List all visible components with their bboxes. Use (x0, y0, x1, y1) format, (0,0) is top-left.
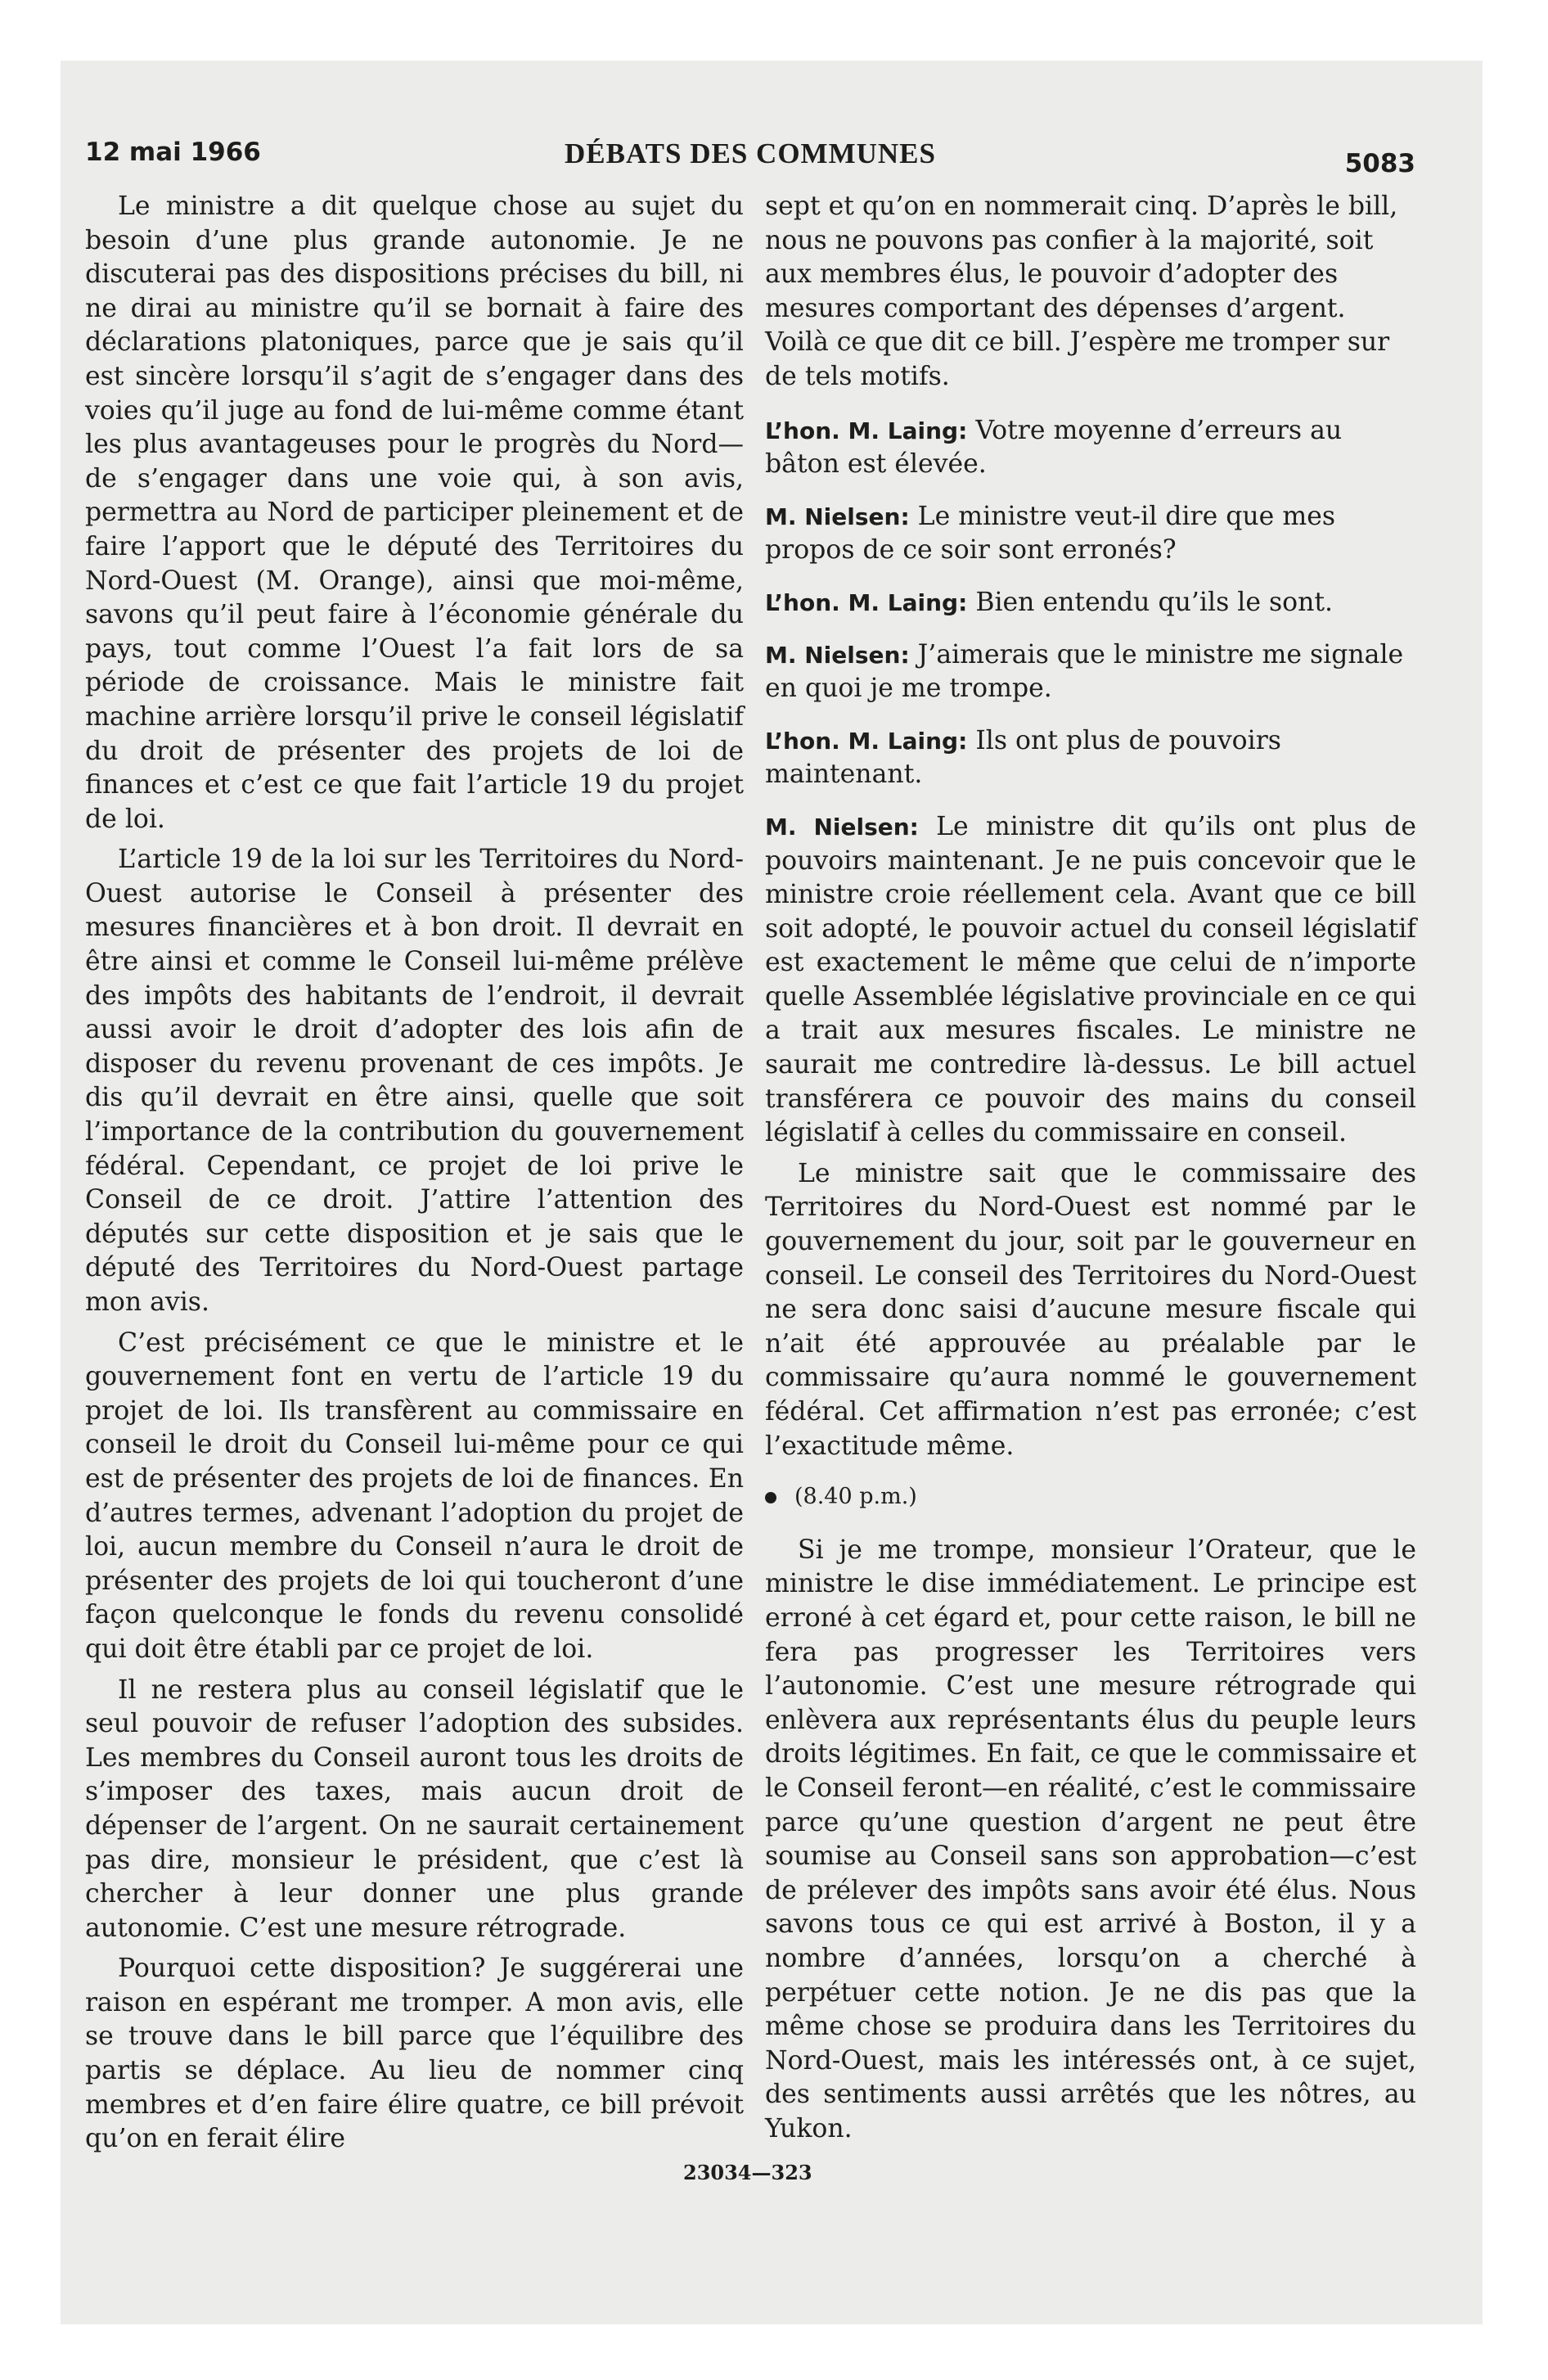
speech-text: Ils ont plus de pouvoirs maintenant. (765, 725, 1281, 790)
speech-text: Votre moyenne d’erreurs au bâton est élevée. (765, 415, 1343, 480)
page-header (85, 131, 1415, 180)
speech-exchange (765, 638, 1416, 706)
right-column (765, 190, 1416, 2152)
speech-text: Le ministre veut-il dire que mes propos de ce soir sont erronés? (765, 501, 1336, 566)
speech-exchange (765, 586, 1416, 620)
speech-exchange (765, 724, 1416, 792)
left-column (85, 190, 744, 2163)
time-stamp (765, 1480, 1416, 1514)
paragraph: Le ministre sait que le commissaire des Territoires du Nord-Ouest est nommé par le gouvernement du jour, soit par le gouverneur en conseil. Le conseil des Territoires du Nord-Ouest ne sera donc saisi d’aucune mesure fiscale qui n’ait été approuvée au préalable par le commissaire qu’aura nommé le gouvernement fédéral. Cet affirmation n’est pas erronée; c’est l’exactitude même. (765, 1158, 1416, 1461)
speaker-name: L’hon. M. Laing: (765, 727, 968, 755)
paragraph: sept et qu’on en nommerait cinq. D’après le bill, nous ne pouvons pas confier à la majorité, soit aux membres élus, le pouvoir d’adopter des mesures comportant des dépenses d’argent. Voilà ce que dit ce bill. J’espère me tromper sur de tels motifs. (765, 192, 1398, 391)
paragraph: Il ne restera plus au conseil législatif que le seul pouvoir de refuser l’adoption des subsides. Les membres du Conseil auront tous les droits de s’imposer des taxes, mais aucun droit de dépenser de l’argent. On ne saurait certainement pas dire, monsieur le président, que c’est là chercher à leur donner une plus grande autonomie. C’est une mesure rétrograde. (85, 1675, 744, 1943)
speech-exchange (765, 810, 1416, 1151)
speech-text: Le ministre dit qu’ils ont plus de pouvoirs maintenant. Je ne puis concevoir que le ministre croie réellement cela. Avant que ce bill soit adopté, le pouvoir actuel du conseil législatif est exactement le même que celui de n’importe quelle Assemblée législative provinciale en ce qui a trait aux mesures fiscales. Le ministre ne saurait me contredire là-dessus. Le bill actuel transférera ce pouvoir des mains du conseil législatif à celles du commissaire en conseil. (765, 811, 1416, 1148)
speech-text: J’aimerais que le ministre me signale en quoi je me trompe. (765, 639, 1404, 704)
speaker-name: M. Nielsen: (765, 503, 910, 530)
header-title: DÉBATS DES COMMUNES (565, 137, 936, 169)
header-date: 12 mai 1966 (85, 137, 261, 167)
speaker-name: L’hon. M. Laing: (765, 588, 968, 616)
speech-exchange (765, 414, 1416, 482)
paragraph: Si je me trompe, monsieur l’Orateur, que le ministre le dise immédiatement. Le principe est erroné à cet égard et, pour cette raison, le bill ne fera pas progresser les Territoires vers l’autonomie. C’est une mesure rétrograde qui enlèvera aux représentants élus du peuple leurs droits légitimes. En fait, ce que le commissaire et le Conseil feront—en réalité, c’est le commissaire parce qu’une question d’argent ne peut être soumise au Conseil sans son approbation—c’est de prélever des impôts sans avoir été élus. Nous savons tous ce qui est arrivé à Boston, il y a nombre d’années, lorsqu’on a cherché à perpétuer cette notion. Je ne dis pas que la même chose se produira dans les Territoires du Nord-Ouest, mais les intéressés ont, à ce sujet, des sentiments aussi arrêtés que les nôtres, au Yukon. (765, 1535, 1416, 2143)
speaker-name: M. Nielsen: (765, 641, 910, 669)
paragraph: Le ministre a dit quelque chose au sujet du besoin d’une plus grande autonomie. Je ne discuterai pas des dispositions précises du bill, ni ne dirai au ministre qu’il se bornait à faire des déclarations platoniques, parce que je sais qu’il est sincère lorsqu’il s’agit de s’engager dans des voies qu’il juge au fond de lui-même comme étant les plus avantageuses pour le progrès du Nord—de s’engager dans une voie qui, à son avis, permettra au Nord de participer pleinement et de faire l’apport que le député des Territoires du Nord-Ouest (M. Orange), ainsi que moi-même, savons qu’il peut faire à l’économie générale du pays, tout comme l’Ouest l’a fait lors de sa période de croissance. Mais le ministre fait machine arrière lorsqu’il prive le conseil législatif du droit de présenter des projets de loi de finances et c’est ce que fait l’article 19 du projet de loi. (85, 192, 744, 834)
paragraph: L’article 19 de la loi sur les Territoires du Nord-Ouest autorise le Conseil à présenter des mesures financières et à bon droit. Il devrait en être ainsi et comme le Conseil lui-même prélève des impôts des habitants de l’endroit, il devrait aussi avoir le droit d’adopter des lois afin de disposer du revenu provenant de ces impôts. Je dis qu’il devrait en être ainsi, quelle que soit l’importance de la contribution du gouvernement fédéral. Cependant, ce projet de loi prive le Conseil de ce droit. J’attire l’attention des députés sur cette disposition et je sais que le député des Territoires du Nord-Ouest partage mon avis. (85, 845, 744, 1317)
speech-exchange (765, 500, 1416, 568)
bullet-icon (765, 1492, 776, 1503)
paragraph: C’est précisément ce que le ministre et le gouvernement font en vertu de l’article 19 du projet de loi. Ils transfèrent au commissaire en conseil le droit du Conseil lui-même pour ce qui est de présenter des projets de loi de finances. En d’autres termes, advenant l’adoption du projet de loi, aucun membre du Conseil n’aura le droit de présenter des projets de loi qui toucheront d’une façon quelconque le fonds du revenu consolidé qui doit être établi par ce projet de loi. (85, 1327, 744, 1664)
paragraph: Pourquoi cette disposition? Je suggérerai une raison en espérant me tromper. A mon avis, elle se trouve dans le bill parce que l’équilibre des partis se déplace. Au lieu de nommer cinq membres et d’en faire élire quatre, ce bill prévoit qu’on en ferait élire (85, 1954, 744, 2154)
printer-signature: 23034—323 (683, 2161, 812, 2184)
page-number: 5083 (1344, 149, 1415, 178)
speaker-name: M. Nielsen: (765, 813, 919, 841)
speaker-name: L’hon. M. Laing: (765, 417, 968, 444)
speech-text: Bien entendu qu’ils le sont. (975, 587, 1334, 617)
time-stamp-text: (8.40 p.m.) (794, 1484, 917, 1510)
